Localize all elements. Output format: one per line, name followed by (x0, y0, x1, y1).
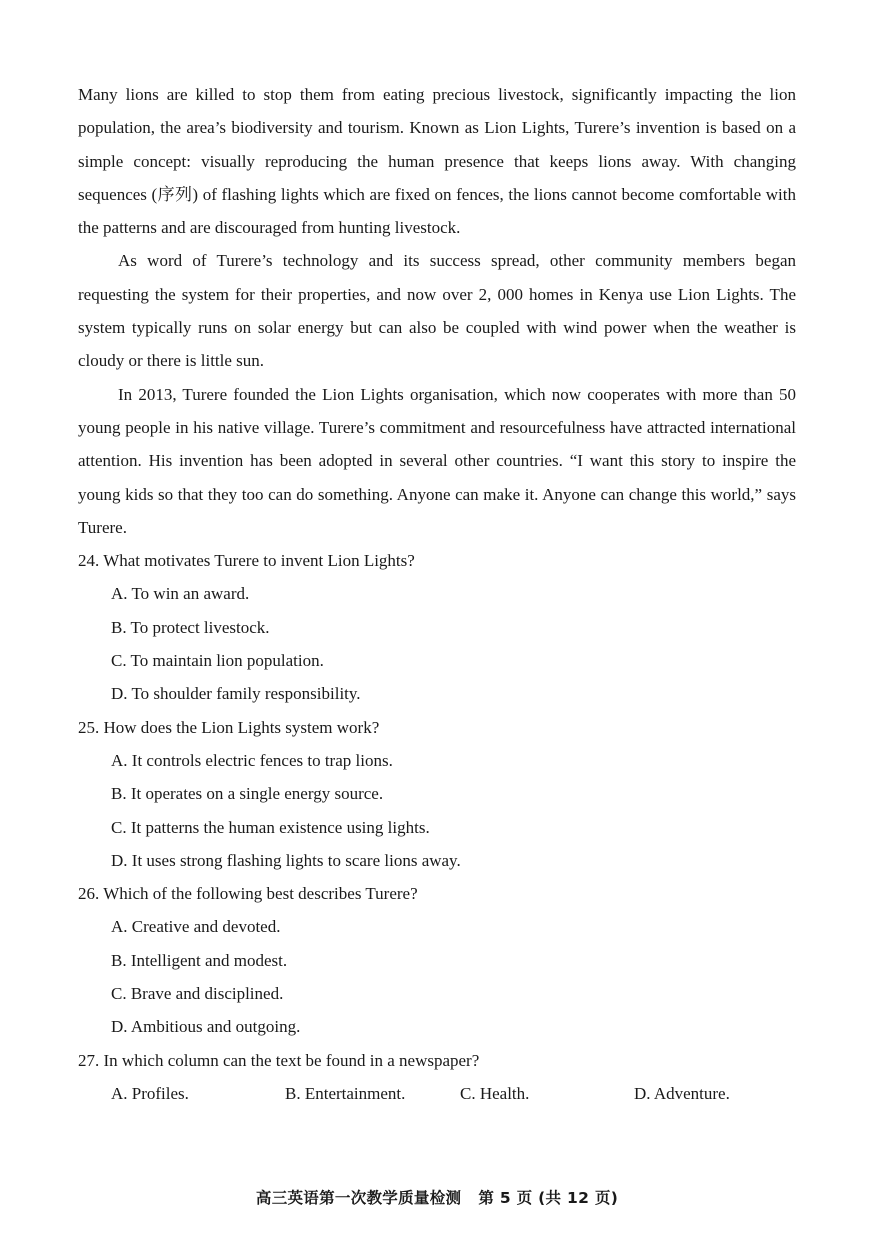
question-24 (78, 544, 796, 710)
option-b: B. Entertainment. (285, 1083, 406, 1103)
question-stem: 27. In which column can the text be found in a newspaper? (78, 1050, 480, 1070)
option-b: B. It operates on a single energy source. (111, 784, 384, 804)
option-b: B. To protect livestock. (111, 617, 270, 637)
options-row (111, 1077, 796, 1110)
question-stem: 26. Which of the following best describes Turere? (78, 884, 418, 904)
question-stem: 24. What motivates Turere to invent Lion Lights? (78, 551, 415, 571)
question-25 (78, 711, 796, 877)
page-footer: 高三英语第一次教学质量检测 第 5 页 (共 12 页) (255, 1189, 619, 1207)
question-26 (78, 877, 796, 1043)
option-c: C. Health. (460, 1083, 530, 1103)
question-27 (78, 1044, 796, 1111)
option-a: A. Profiles. (111, 1083, 189, 1103)
option-d: D. Adventure. (634, 1083, 730, 1103)
passage-paragraph-3: In 2013, Turere founded the Lion Lights organisation, which now cooperates with more than 50 young people in his native village. Turere’s commitment and resourcefulness have attracted international attention. His invention has been adopted in several other countries. “I want this story to inspire the young kids so that they too can do something. Anyone can make it. Anyone can change this world,” says Turere. (78, 384, 796, 537)
option-d: D. Ambitious and outgoing. (111, 1017, 301, 1037)
option-c: C. It patterns the human existence using lights. (111, 817, 430, 837)
passage-paragraph-2: As word of Turere’s technology and its success spread, other community members began requesting the system for their properties, and now over 2, 000 homes in Kenya use Lion Lights. The system typically runs on solar energy but can also be coupled with wind power when the weather is cloudy or there is little sun. (78, 251, 796, 371)
document-page (78, 78, 796, 1110)
option-a: A. It controls electric fences to trap lions. (111, 750, 393, 770)
option-b: B. Intelligent and modest. (111, 950, 288, 970)
option-a: A. To win an award. (111, 584, 250, 604)
option-a: A. Creative and devoted. (111, 917, 281, 937)
passage-paragraph-1: Many lions are killed to stop them from eating precious livestock, significantly impacting the lion population, the area’s biodiversity and tourism. Known as Lion Lights, Turere’s invention is based on a simple concept: visually reproducing the human presence that keeps lions away. With changing sequences (序列) of flashing lights which are fixed on fences, the lions cannot become comfortable with the patterns and are discouraged from hunting livestock. (78, 85, 796, 238)
question-stem: 25. How does the Lion Lights system work? (78, 717, 380, 737)
option-c: C. To maintain lion population. (111, 651, 324, 671)
option-d: D. It uses strong flashing lights to scare lions away. (111, 850, 461, 870)
option-d: D. To shoulder family responsibility. (111, 684, 361, 704)
option-c: C. Brave and disciplined. (111, 984, 284, 1004)
